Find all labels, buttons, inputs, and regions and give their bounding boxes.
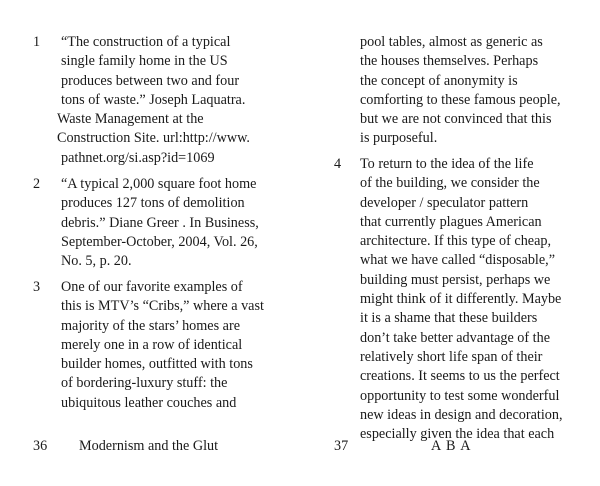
text-line: majority of the stars’ homes are	[61, 317, 240, 334]
page-number: 36	[33, 438, 48, 454]
text-line: creations. It seems to us the perfect	[360, 368, 560, 385]
text-line: relatively short life span of their	[360, 348, 543, 365]
footnote-text	[61, 278, 264, 413]
text-line: single family home in the US	[61, 53, 228, 70]
running-title: A B A	[431, 438, 472, 454]
text-line: produces between two and four	[61, 72, 240, 89]
text-line: of the building, we consider the	[360, 175, 540, 192]
right-page	[300, 0, 600, 486]
text-line: especially given the idea that each	[360, 426, 555, 443]
text-line: architecture. If this type of cheap,	[360, 233, 552, 250]
text-line: pool tables, almost as generic as	[360, 34, 543, 50]
text-line: the houses themselves. Perhaps	[360, 53, 539, 70]
footnote-number: 1	[33, 34, 41, 50]
text-line: debris.” Diane Greer . In Business,	[61, 214, 259, 231]
footnote-text	[57, 33, 250, 168]
text-line: produces 127 tons of demolition	[61, 195, 245, 212]
text-line: building must persist, perhaps we	[360, 271, 551, 288]
text-line: No. 5, p. 20.	[61, 253, 132, 270]
text-line: “A typical 2,000 square foot home	[61, 176, 257, 192]
text-line: Waste Management at the	[57, 111, 204, 128]
text-line: of bordering-luxury stuff: the	[61, 375, 228, 392]
footnote-text	[61, 175, 259, 271]
running-title: Modernism and the Glut	[79, 438, 219, 454]
text-line: opportunity to test some wonderful	[360, 387, 560, 404]
text-line: builder homes, outfitted with tons	[61, 356, 253, 373]
text-line: new ideas in design and decoration,	[360, 406, 563, 423]
text-line: comforting to these famous people,	[360, 91, 561, 108]
text-line: it is a shame that these builders	[360, 310, 538, 327]
footnote-number: 2	[33, 176, 41, 192]
footnote-number: 4	[334, 156, 342, 172]
text-line: but we are not convinced that this	[360, 111, 552, 128]
footnote-number: 3	[33, 279, 41, 295]
text-line: this is MTV’s “Cribs,” where a vast	[61, 298, 264, 315]
text-line: tons of waste.” Joseph Laquatra.	[61, 91, 246, 108]
text-line: the concept of anonymity is	[360, 72, 518, 89]
text-line: might think of it differently. Maybe	[360, 291, 562, 308]
text-line: is purposeful.	[360, 130, 438, 147]
footnote-text	[360, 155, 563, 444]
text-line: what we have called “disposable,”	[360, 252, 555, 269]
page-number: 37	[334, 438, 349, 454]
text-line: merely one in a row of identical	[61, 336, 243, 353]
text-line: One of our favorite examples of	[61, 279, 243, 295]
text-line: Construction Site. url:http://www.	[57, 130, 250, 147]
text-line: “The construction of a typical	[61, 34, 231, 50]
text-line: developer / speculator pattern	[360, 194, 529, 211]
text-line: don’t take better advantage of the	[360, 329, 551, 346]
text-line: ubiquitous leather couches and	[61, 394, 237, 411]
footnote-text	[360, 33, 561, 149]
text-line: that currently plagues American	[360, 213, 542, 230]
text-line: pathnet.org/si.asp?id=1069	[61, 149, 215, 166]
text-line: To return to the idea of the life	[360, 156, 534, 172]
text-line: September-October, 2004, Vol. 26,	[61, 233, 258, 250]
